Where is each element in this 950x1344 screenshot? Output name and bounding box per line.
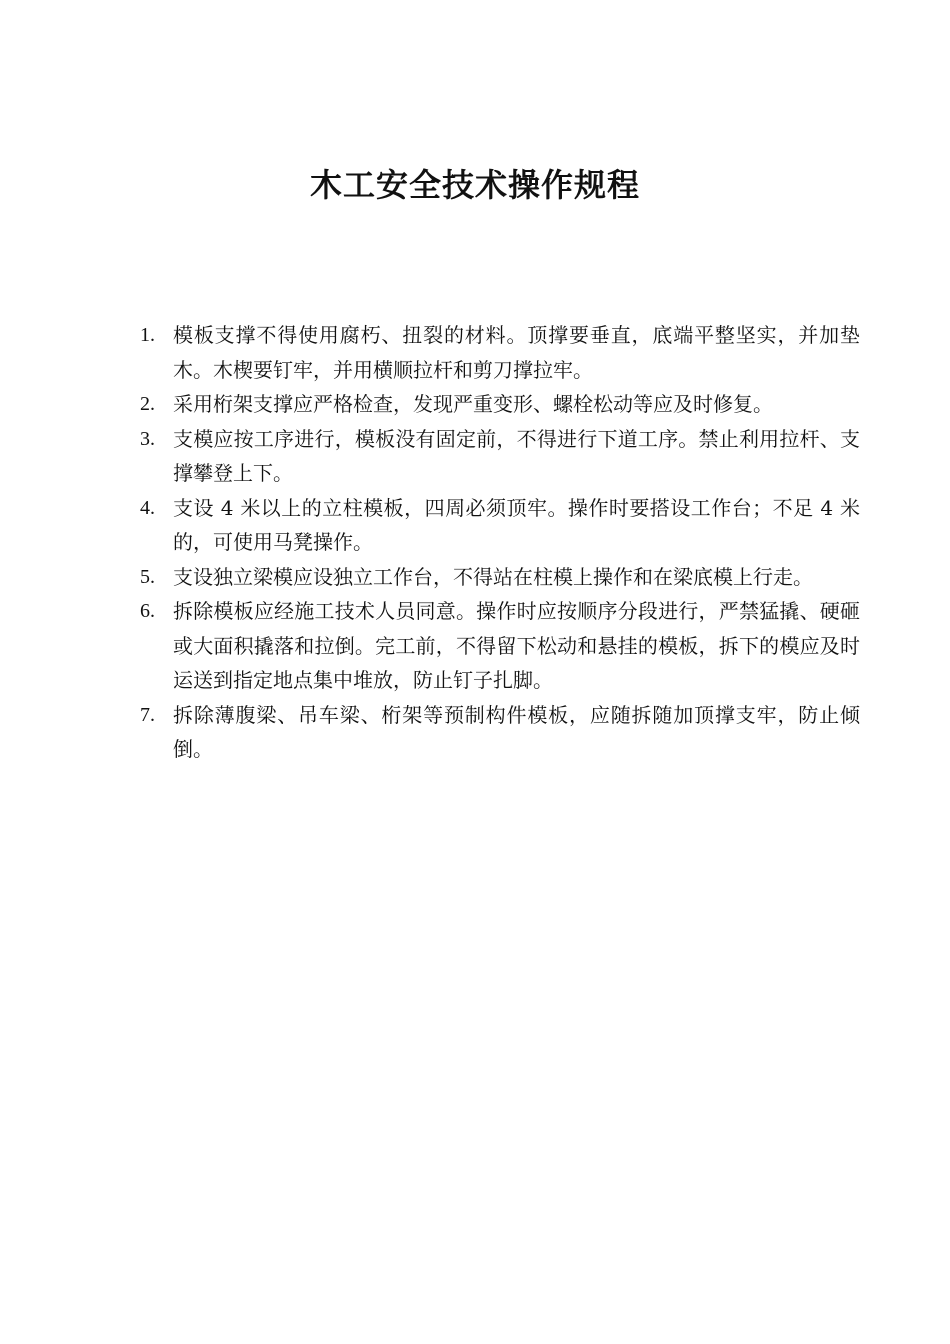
rule-number: 7. — [140, 703, 155, 726]
rule-number: 4. — [140, 496, 155, 519]
rule-text: 支模应按工序进行，模板没有固定前，不得进行下道工序。禁止利用拉杆、支撑攀登上下。 — [173, 426, 860, 485]
list-item — [140, 387, 860, 422]
rule-number: 2. — [140, 393, 155, 415]
rule-text: 支设 4 米以上的立柱模板，四周必须顶牢。操作时要搭设工作台；不足 4 米的，可使用马凳操作。 — [173, 495, 860, 554]
rule-number: 6. — [140, 600, 155, 622]
rule-text: 拆除薄腹梁、吊车梁、桁架等预制构件模板，应随拆随加顶撑支牢，防止倾倒。 — [173, 702, 860, 761]
rule-text: 模板支撑不得使用腐朽、扭裂的材料。顶撑要垂直，底端平整坚实，并加垫木。木楔要钉牢，并用横顺拉杆和剪刀撑拉牢。 — [173, 323, 860, 382]
document-title: 木工安全技术操作规程 — [309, 166, 640, 204]
list-item — [140, 318, 860, 387]
rule-number: 5. — [140, 565, 155, 588]
rule-text: 拆除模板应经施工技术人员同意。操作时应按顺序分段进行，严禁猛撬、硬砸或大面积撬落和拉倒。完工前，不得留下松动和悬挂的模板，拆下的模应及时运送到指定地点集中堆放，防止钉子扎脚。 — [173, 599, 860, 692]
rule-text: 支设独立梁模应设独立工作台，不得站在柱模上操作和在梁底模上行走。 — [173, 564, 813, 589]
list-item — [140, 698, 860, 767]
rule-number: 1. — [140, 324, 155, 346]
rule-text: 采用桁架支撑应严格检查，发现严重变形、螺栓松动等应及时修复。 — [173, 392, 773, 416]
rule-number: 3. — [140, 427, 155, 450]
list-item — [140, 422, 860, 491]
list-item — [140, 491, 860, 560]
list-item — [140, 560, 860, 595]
rules-list — [140, 318, 860, 767]
list-item — [140, 594, 860, 698]
